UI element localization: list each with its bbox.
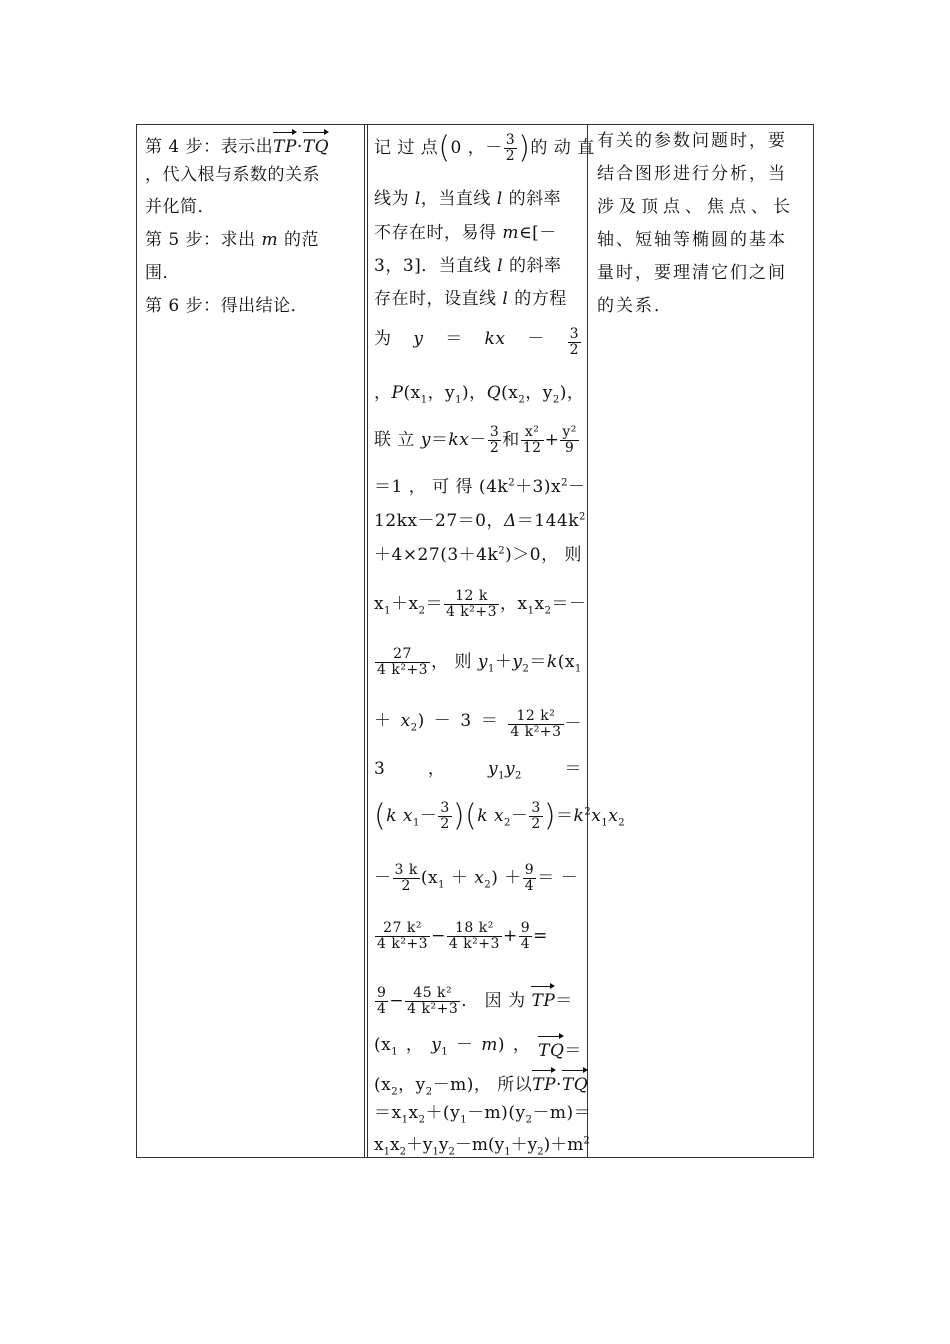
derivation-line: $x_1x_2+y_1y_2-m(y_1+y_2)+m^2$ bbox=[374, 1135, 590, 1158]
fraction: $\frac{\text{27 k²}}{\text{4 k²+3}}$ bbox=[377, 920, 429, 952]
fraction: $\frac{\text{y²}}{9}$ bbox=[562, 424, 577, 456]
step-6-line: 第 6 步：得出结论． bbox=[145, 296, 309, 316]
derivation-line: $\frac{9}{4}$ − $\frac{\text{45 k²}}{\text{4 k²+3}}$ ． 因 为 TP＝ bbox=[377, 985, 573, 1017]
fraction: $\frac{\text{45 k²}}{\text{4 k²+3}}$ bbox=[407, 985, 459, 1017]
step-5-line: 第 5 步：求出 m 的范 bbox=[145, 230, 320, 250]
tip-line: 结合图形进行分析，当 bbox=[597, 164, 787, 184]
derivation-line: ＝1 ， 可 得 $(4k^2+3)x^2-$ bbox=[374, 477, 586, 497]
vector-tp: TP bbox=[531, 983, 555, 1013]
column-divider bbox=[367, 125, 368, 1157]
fraction: $\frac{3 k}{2}$ bbox=[394, 862, 418, 894]
fraction: $\frac{\text{18 k²}}{\text{4 k²+3}}$ bbox=[448, 920, 500, 952]
derivation-line: 不存在时，易得 m∈[－ bbox=[374, 223, 557, 243]
fraction: $\frac{3}{2}$ bbox=[569, 326, 579, 358]
derivation-line: ＋ $x_2$) － 3 ＝ $\frac{\text{12 k²}}{\text{4 k²+3}}$ － bbox=[374, 708, 582, 740]
tips-column bbox=[597, 125, 809, 1157]
derivation-line: 12kx－27＝0，$\Delta=144k^2$ bbox=[374, 511, 586, 531]
tip-line: 涉及顶点、焦点、长 bbox=[597, 197, 795, 217]
derivation-column bbox=[374, 125, 626, 1158]
step-5-line-2: 围． bbox=[145, 263, 180, 283]
derivation-line: － $\frac{3 k}{2}$ $(x_1 + x_2)$ ＋ $\frac{9}{4}$ ＝ － bbox=[374, 862, 579, 894]
vector-tp: TP bbox=[532, 1067, 556, 1097]
fraction: $\frac{3}{2}$ bbox=[531, 800, 541, 832]
vector-tp: TP bbox=[273, 129, 297, 159]
fraction: $\frac{9}{4}$ bbox=[524, 862, 535, 894]
fraction: $\frac{\text{12 k²}}{\text{4 k²+3}}$ bbox=[510, 708, 562, 740]
fraction: $\frac{3}{2}$ bbox=[440, 800, 450, 832]
tip-line: 轴、短轴等椭圆的基本 bbox=[597, 230, 787, 250]
fraction: $\frac{9}{4}$ bbox=[520, 920, 531, 952]
derivation-line: 记 过 点(0 ，－ $\frac{3}{2}$ )的 动 直 bbox=[374, 130, 595, 166]
step-4-line-2: ，代入根与系数的关系 bbox=[145, 165, 320, 185]
derivation-line: $x_1+x_2=$ $\frac{12 k}{\text{4 k²+3}}$ ，$x_1x_2=-$ bbox=[374, 588, 587, 620]
column-divider bbox=[364, 125, 365, 1157]
fraction: $\frac{9}{4}$ bbox=[377, 985, 387, 1017]
derivation-line: 为 y ＝ kx － $\frac{3}{2}$ bbox=[374, 326, 579, 358]
tip-line: 量时，要理清它们之间 bbox=[597, 263, 787, 283]
steps-column bbox=[145, 125, 357, 1157]
solution-table bbox=[136, 124, 814, 1158]
derivation-line: ，$P(x_1$，$y_1$)，$Q(x_2$，$y_2$)， bbox=[374, 383, 585, 406]
derivation-line: ($x_1$ ， $y_1$ － m) ， TQ＝ bbox=[374, 1035, 582, 1061]
vector-tq: TQ bbox=[562, 1067, 588, 1097]
tip-line: 的关系． bbox=[597, 296, 673, 316]
derivation-line: $+4\times 27(3+4k^2)>0$， 则 bbox=[374, 545, 582, 565]
step-4-line-3: 并化简． bbox=[145, 197, 215, 217]
vector-tq: TQ bbox=[303, 129, 329, 159]
derivation-line: 3 ， $y_1y_2$ ＝ bbox=[374, 759, 582, 782]
derivation-line: 线为 l，当直线 l 的斜率 bbox=[374, 189, 562, 209]
derivation-line: (k $x_1-$ $\frac{3}{2}$ )(k $x_2-$ $\frac{3}{2}$ )$=k^2x_1x_2$ bbox=[374, 798, 626, 834]
derivation-line: ($x_2$，$y_2-m$)， 所以TP·TQ bbox=[374, 1067, 582, 1097]
derivation-line: 3，3]．当直线 l 的斜率 bbox=[374, 256, 562, 276]
fraction: $\frac{3}{2}$ bbox=[505, 132, 516, 164]
fraction: $\frac{\text{x²}}{12}$ bbox=[522, 424, 542, 456]
derivation-line: 存在时，设直线 l 的方程 bbox=[374, 289, 567, 309]
derivation-line: $\frac{27}{\text{4 k²+3}}$ ， 则 $y_1+y_2=k(x_1$ bbox=[377, 646, 582, 678]
fraction: $\frac{27}{\text{4 k²+3}}$ bbox=[377, 646, 429, 678]
derivation-line: 联 立 y＝kx－ $\frac{3}{2}$ 和 $\frac{\text{x²}}{12}$ + $\frac{\text{y²}}{9}$ bbox=[374, 424, 577, 456]
fraction: $\frac{12 k}{\text{4 k²+3}}$ bbox=[445, 588, 498, 620]
fraction: $\frac{3}{2}$ bbox=[489, 424, 500, 456]
vector-tq: TQ bbox=[538, 1033, 564, 1063]
step-4-line: 第 4 步：表示出TP·TQ bbox=[145, 129, 357, 159]
column-divider bbox=[587, 125, 588, 1157]
derivation-line: $=x_1x_2+(y_1-m)(y_2-m)=$ bbox=[374, 1103, 592, 1126]
derivation-line: $\frac{\text{27 k²}}{\text{4 k²+3}}$ − $\frac{\text{18 k²}}{\text{4 k²+3}}$ + $\frac{9}{4}$ = bbox=[377, 920, 548, 952]
tip-line: 有关的参数问题时，要 bbox=[597, 131, 787, 151]
